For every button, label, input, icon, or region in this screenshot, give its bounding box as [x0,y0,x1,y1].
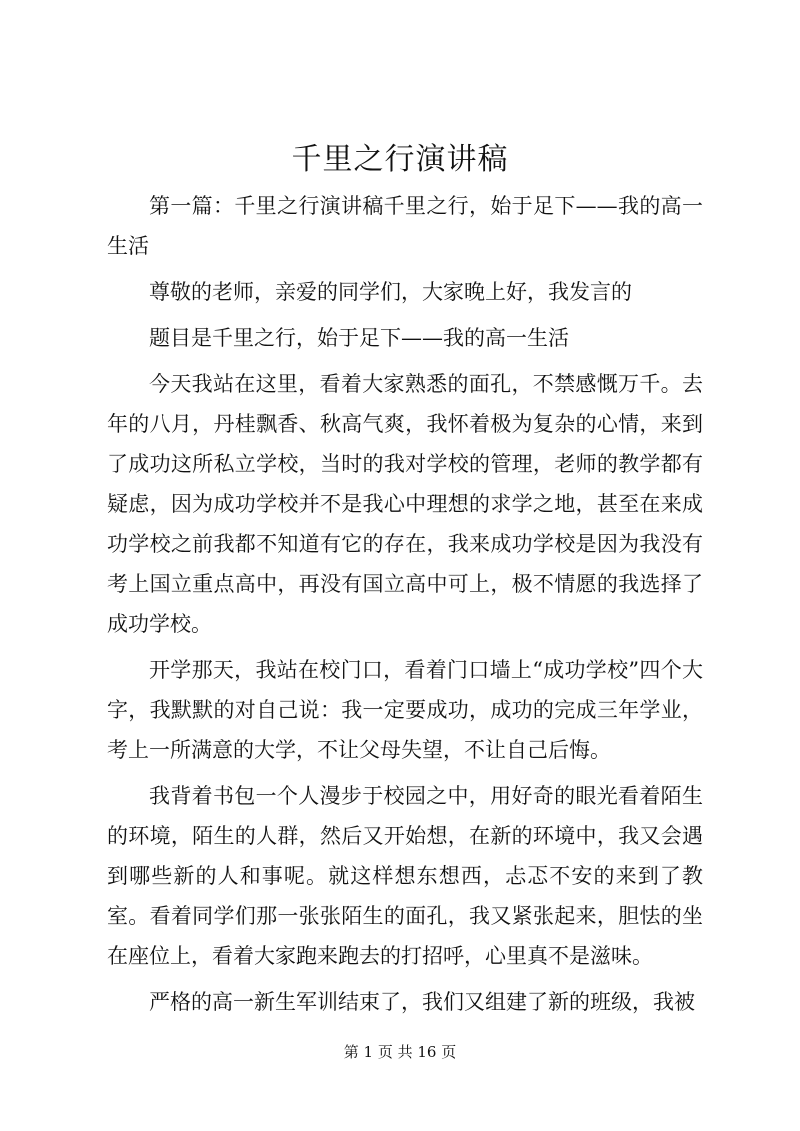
paragraph-7: 严格的高一新生军训结束了，我们又组建了新的班级，我被 [149,990,695,1014]
paragraph-5: 开学那天，我站在校门口，看着门口墙上“成功学校”四个大字，我默默的对自己说：我一定要成功，成功的完成三年学业，考上一所满意的大学，不让父母失望，不让自己后悔。 [107,658,703,762]
document-title: 千里之行演讲稿 [291,142,509,177]
paragraph-6: 我背着书包一个人漫步于校园之中，用好奇的眼光看着陌生的环境，陌生的人群，然后又开始想，在新的环境中，我又会遇到哪些新的人和事呢。就这样想东想西，忐忑不安的来到了教室。看着同学们那一张张陌生的面孔，我又紧张起来，胆怯的坐在座位上，看着大家跑来跑去的打招呼，心里真不是滋味。 [107,784,703,968]
document-body [107,186,703,1028]
paragraph-1: 第一篇：千里之行演讲稿千里之行，始于足下——我的高一生活 [107,194,703,258]
paragraph-4: 今天我站在这里，看着大家熟悉的面孔，不禁感慨万千。去年的八月，丹桂飘香、秋高气爽，我怀着极为复杂的心情，来到了成功这所私立学校，当时的我对学校的管理，老师的教学都有疑虑，因为成功学校并不是我心中理想的求学之地，甚至在来成功学校之前我都不知道有它的存在，我来成功学校是因为我没有考上国立重点高中，再没有国立高中可上，极不情愿的我选择了成功学校。 [107,372,703,636]
paragraph-2: 尊敬的老师，亲爱的同学们，大家晚上好，我发言的 [149,280,632,304]
page-footer: 第 1 页 共 16 页 [343,1043,457,1061]
paragraph-3: 题目是千里之行，始于足下——我的高一生活 [149,326,569,350]
